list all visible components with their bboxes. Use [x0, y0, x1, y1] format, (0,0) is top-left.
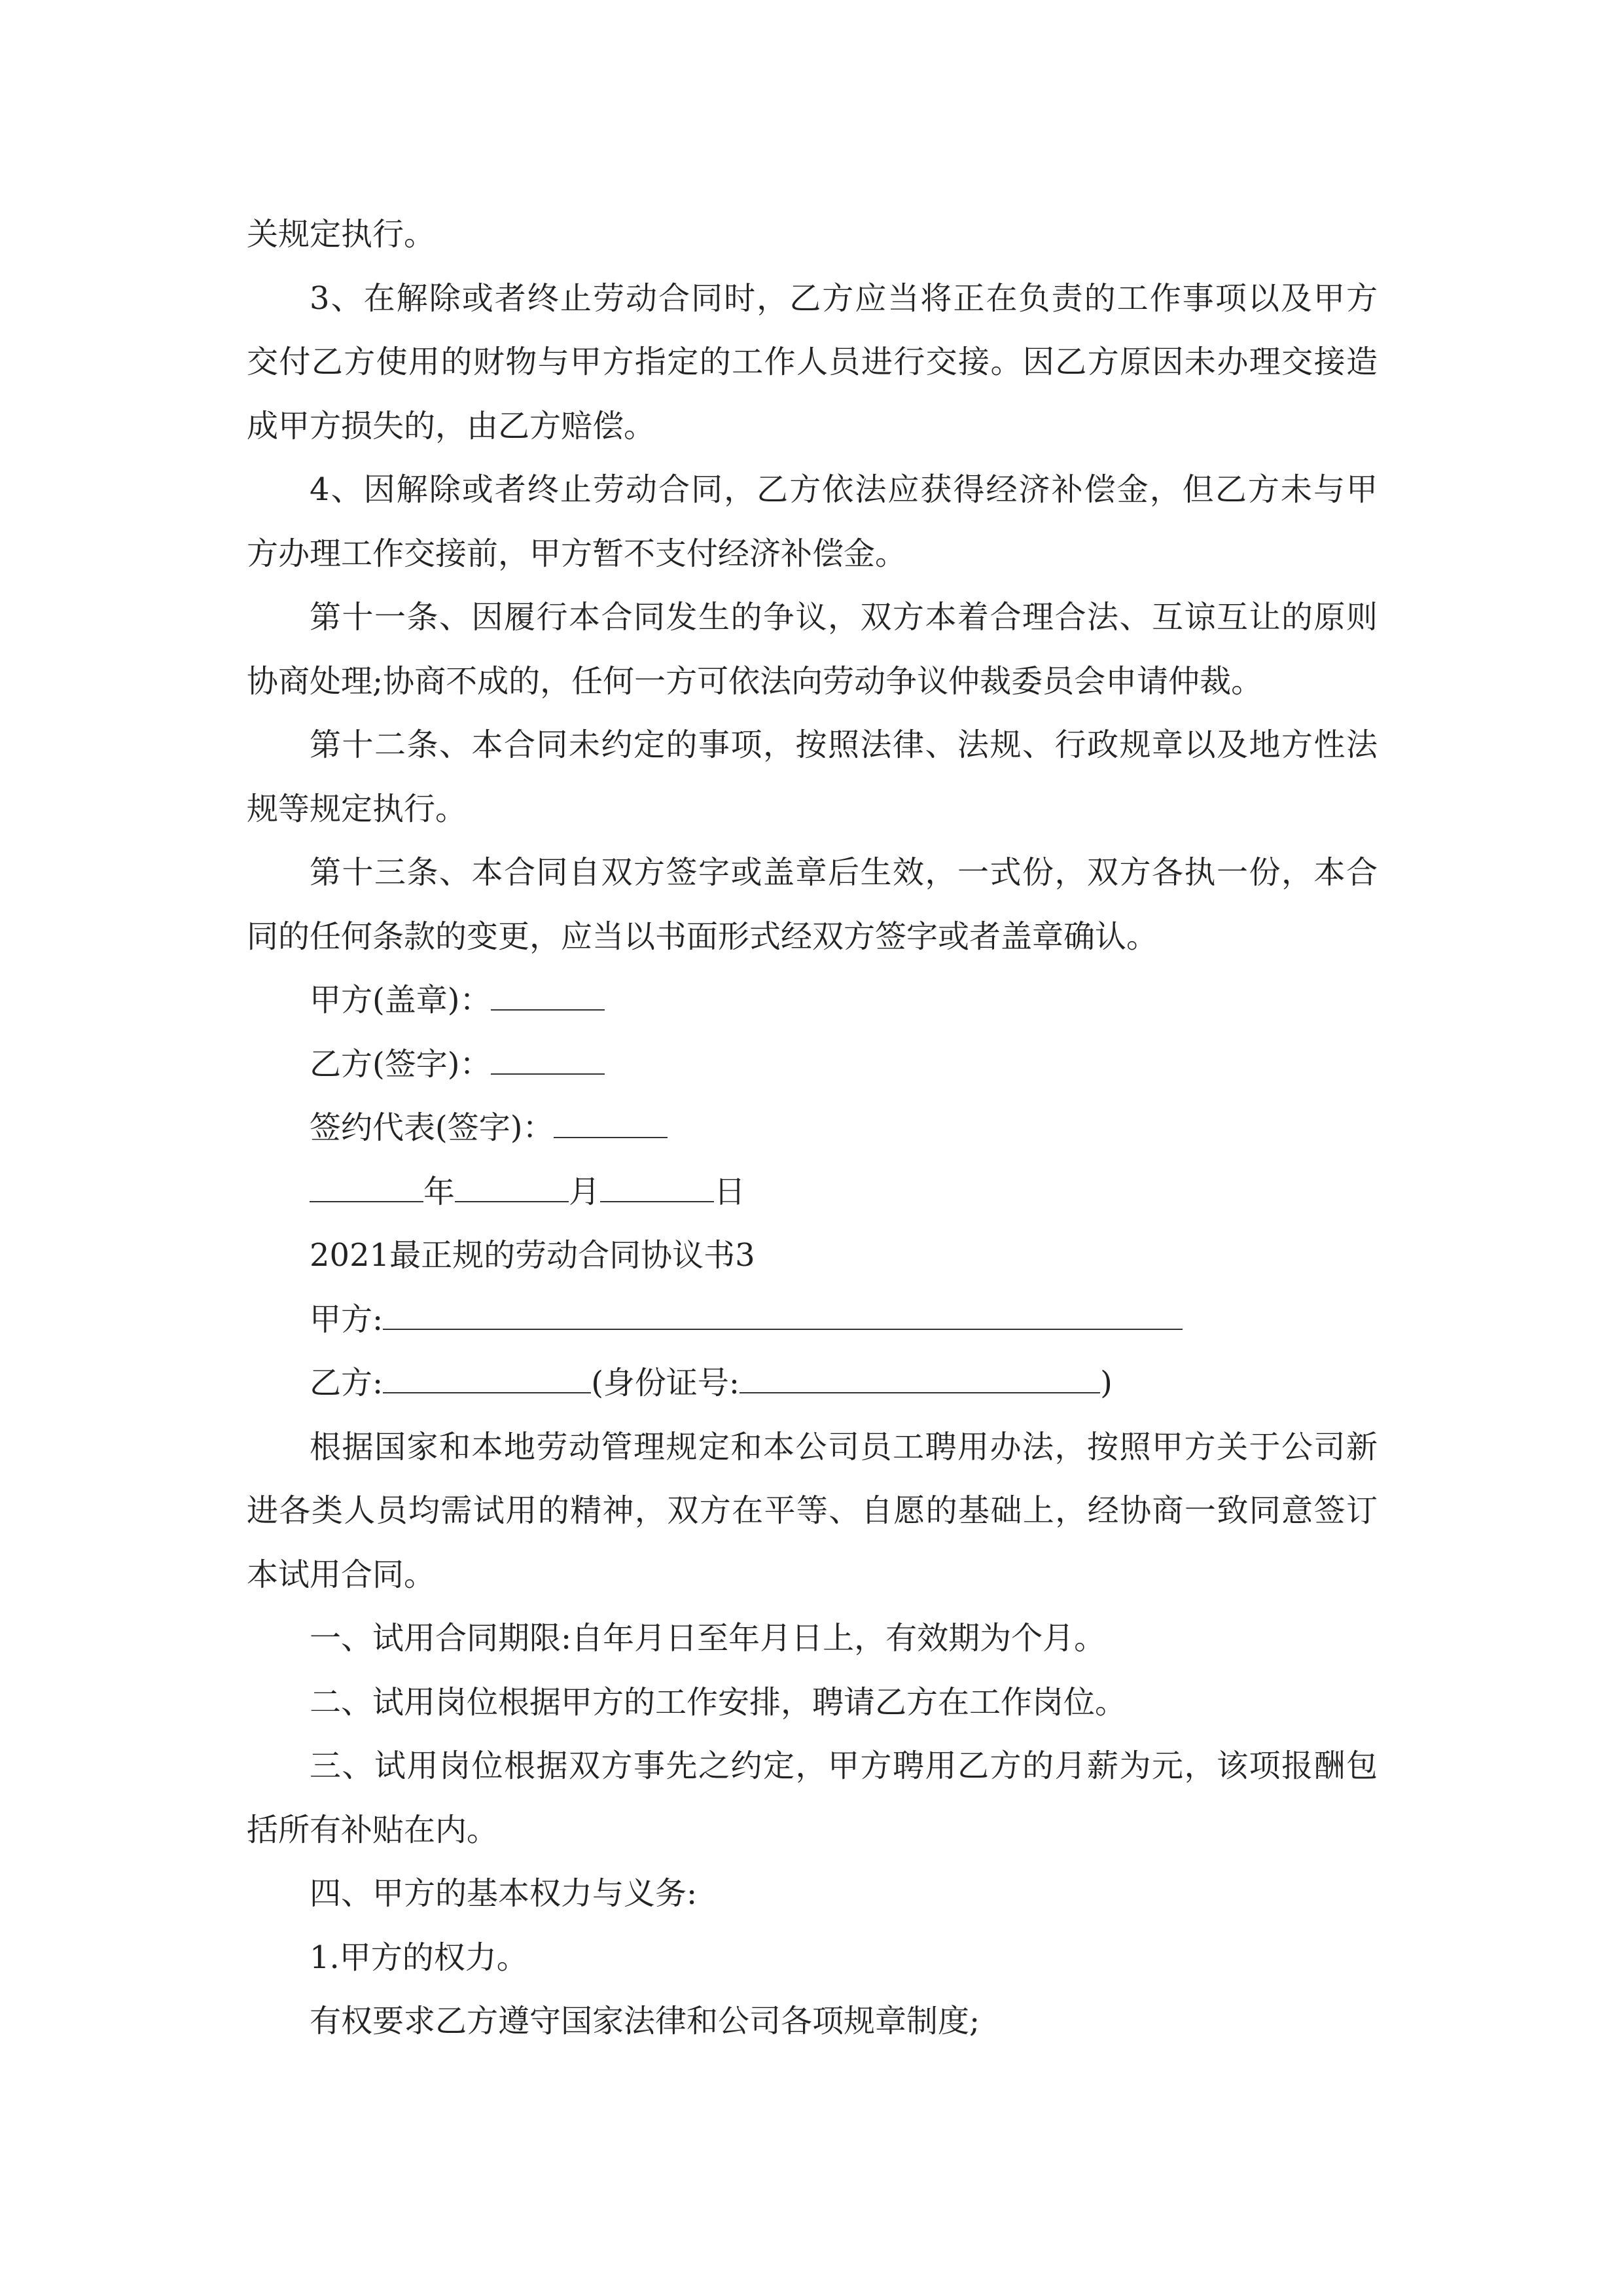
month-label: 月 — [569, 1173, 601, 1210]
date-line — [247, 1160, 1378, 1225]
paragraph-line: 3、在解除或者终止劳动合同时，乙方应当将正在负责的工作事项以及甲方 — [310, 279, 1378, 317]
paragraph-line: 四、甲方的基本权力与义务: — [310, 1875, 698, 1912]
id-number-label: (身份证号: — [591, 1365, 740, 1401]
day-blank[interactable] — [600, 1162, 714, 1202]
paragraph-line: 进各类人员均需试用的精神，双方在平等、自愿的基础上，经协商一致同意签订 — [247, 1492, 1378, 1529]
paragraph-line: 关规定执行。 — [247, 216, 436, 253]
paragraph-line: 协商处理;协商不成的，任何一方可依法向劳动争议仲裁委员会申请仲裁。 — [247, 662, 1263, 700]
paragraph-line: 二、试用岗位根据甲方的工作安排，聘请乙方在工作岗位。 — [310, 1683, 1127, 1721]
contract-heading: 2021最正规的劳动合同协议书3 — [310, 1237, 755, 1274]
paragraph-line: 第十二条、本合同未约定的事项，按照法律、法规、行政规章以及地方性法 — [310, 726, 1378, 763]
party-b-sign-line — [247, 1033, 1378, 1097]
party-b-label: 乙方: — [310, 1365, 383, 1401]
paragraph-line: 规等规定执行。 — [247, 790, 467, 827]
year-label: 年 — [423, 1173, 455, 1210]
document-body — [247, 203, 1378, 2054]
paragraph-line: 根据国家和本地劳动管理规定和本公司员工聘用办法，按照甲方关于公司新 — [310, 1428, 1378, 1465]
paragraph-line: 4、因解除或者终止劳动合同，乙方依法应获得经济补偿金，但乙方未与甲 — [310, 471, 1378, 508]
paragraph-line: 1.甲方的权力。 — [310, 1939, 528, 1976]
representative-sign-line — [247, 1096, 1378, 1160]
paragraph-line: 交付乙方使用的财物与甲方指定的工作人员进行交接。因乙方原因未办理交接造 — [247, 344, 1378, 380]
party-b-blank[interactable] — [383, 1353, 591, 1393]
id-number-close: ) — [1100, 1365, 1113, 1401]
party-a-blank[interactable] — [383, 1289, 1183, 1330]
paragraph-line: 一、试用合同期限:自年月日至年月日上，有效期为个月。 — [310, 1620, 1106, 1657]
party-b-sign-label: 乙方(签字)： — [310, 1045, 491, 1083]
paragraph-line: 同的任何条款的变更，应当以书面形式经双方签字或者盖章确认。 — [247, 918, 1158, 955]
party-a-seal-label: 甲方(盖章)： — [310, 982, 491, 1018]
paragraph-line: 三、试用岗位根据双方事先之约定，甲方聘用乙方的月薪为元，该项报酬包 — [310, 1748, 1378, 1784]
party-b-line — [247, 1352, 1378, 1416]
party-b-sign-blank[interactable] — [491, 1034, 605, 1075]
representative-sign-label: 签约代表(签字)： — [310, 1109, 554, 1146]
year-blank[interactable] — [310, 1162, 423, 1202]
party-a-seal-blank[interactable] — [491, 970, 605, 1011]
paragraph-line: 第十一条、因履行本合同发生的争议，双方本着合理合法、互谅互让的原则 — [310, 599, 1378, 636]
paragraph-line: 有权要求乙方遵守国家法律和公司各项规章制度; — [310, 2003, 980, 2039]
month-blank[interactable] — [455, 1162, 569, 1202]
party-a-line — [247, 1288, 1378, 1352]
paragraph-line: 第十三条、本合同自双方签字或盖章后生效，一式份，双方各执一份，本合 — [310, 854, 1378, 891]
party-a-seal-line — [247, 969, 1378, 1033]
party-a-label: 甲方: — [310, 1300, 383, 1338]
representative-sign-blank[interactable] — [554, 1098, 668, 1138]
paragraph-line: 成甲方损失的，由乙方赔偿。 — [247, 407, 656, 444]
paragraph-line: 括所有补贴在内。 — [247, 1811, 499, 1848]
paragraph-line: 方办理工作交接前，甲方暂不支付经济补偿金。 — [247, 535, 907, 572]
paragraph-line: 本试用合同。 — [247, 1556, 436, 1593]
id-number-blank[interactable] — [740, 1353, 1100, 1393]
day-label: 日 — [714, 1173, 746, 1210]
